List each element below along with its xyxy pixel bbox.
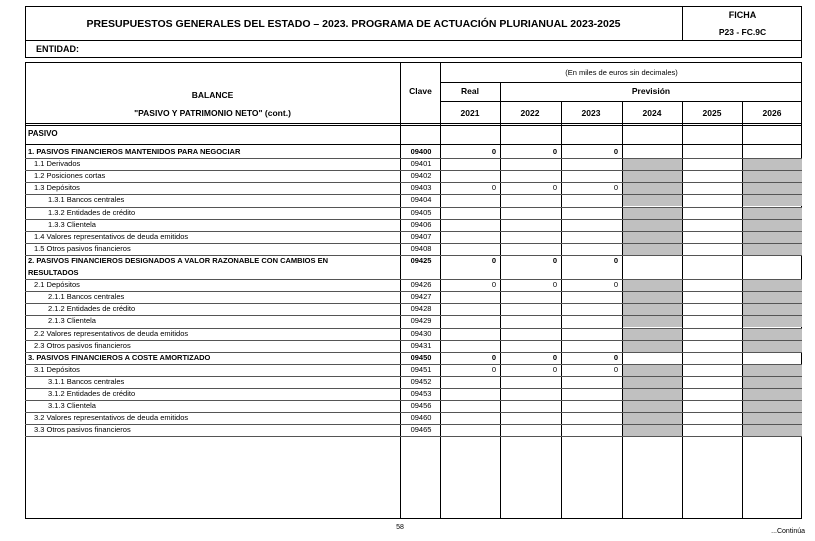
row-label: 1.1 Derivados	[34, 159, 81, 169]
row-clave: 09403	[410, 183, 432, 193]
row-label: 2.1 Depósitos	[34, 280, 80, 290]
value-cell: 0	[491, 147, 496, 156]
row-clave: 09431	[410, 340, 432, 350]
grid-line	[25, 219, 802, 220]
grid-line	[25, 376, 802, 377]
value-cell: 0	[613, 280, 618, 290]
row-clave: 09451	[410, 364, 432, 374]
row-label: 3. PASIVOS FINANCIEROS A COSTE AMORTIZADO	[28, 352, 211, 362]
row-clave: 09400	[410, 147, 432, 156]
row-label: 2.3 Otros pasivos financieros	[34, 340, 131, 350]
year-header: 2026	[762, 108, 782, 118]
grid-line	[682, 101, 683, 519]
grid-line	[25, 194, 802, 195]
value-cell: 0	[491, 280, 496, 290]
row-clave: 09405	[410, 207, 432, 217]
row-label: 1.3.1 Bancos centrales	[48, 195, 125, 205]
row-clave: 09465	[410, 425, 432, 435]
grid-line	[561, 101, 562, 519]
row-clave: 09402	[410, 171, 432, 181]
row-label-continued: RESULTADOS	[28, 267, 79, 277]
row-clave: 09428	[410, 304, 432, 314]
row-label: 2.1.3 Clientela	[48, 316, 96, 326]
grid-line	[25, 144, 802, 145]
grid-line	[25, 182, 802, 183]
value-cell: 0	[552, 352, 557, 362]
grid-line	[25, 158, 802, 159]
value-cell: 0	[491, 183, 496, 193]
row-label: 1.3.2 Entidades de crédito	[48, 207, 136, 217]
value-cell: 0	[613, 183, 618, 193]
row-label: 1.3.3 Clientela	[48, 219, 96, 229]
grid-line	[25, 412, 802, 413]
row-label: 3.3 Otros pasivos financieros	[34, 425, 131, 435]
value-cell: 0	[491, 352, 496, 362]
row-clave: 09404	[410, 195, 432, 205]
grid-line	[25, 243, 802, 244]
balance-label: BALANCE	[191, 90, 234, 100]
row-clave: 09407	[410, 231, 432, 241]
grid-line	[25, 424, 802, 425]
clave-header: Clave	[409, 86, 432, 96]
continues-note: ...Continúa	[771, 528, 805, 535]
value-cell: 0	[613, 255, 618, 265]
row-label: 1.2 Posiciones cortas	[34, 171, 106, 181]
row-label: 1.3 Depósitos	[34, 183, 80, 193]
grid-line	[25, 291, 802, 292]
table-subtitle: "PASIVO Y PATRIMONIO NETO" (cont.)	[134, 108, 291, 118]
grid-line	[25, 279, 802, 280]
row-clave: 09425	[410, 255, 432, 265]
grid-line	[25, 125, 802, 126]
value-cell: 0	[613, 352, 618, 362]
row-clave: 09429	[410, 316, 432, 326]
grid-line	[25, 436, 802, 437]
row-label: 3.1.2 Entidades de crédito	[48, 389, 136, 398]
value-cell: 0	[552, 183, 557, 193]
value-cell: 0	[552, 147, 557, 156]
grid-line	[500, 82, 501, 519]
grid-line	[25, 255, 802, 256]
units-note: (En miles de euros sin decimales)	[565, 68, 678, 77]
value-cell: 0	[613, 364, 618, 374]
row-clave: 09456	[410, 401, 432, 411]
value-cell: 0	[491, 255, 496, 265]
row-label: 2. PASIVOS FINANCIEROS DESIGNADOS A VALOR RAZONABLE CON CAMBIOS EN	[28, 255, 329, 265]
row-clave: 09408	[410, 243, 432, 253]
grid-line	[440, 82, 802, 83]
row-clave: 09426	[410, 280, 432, 290]
page-title: PRESUPUESTOS GENERALES DEL ESTADO – 2023. PROGRAMA DE ACTUACIÓN PLURIANUAL 2023-2025	[86, 17, 621, 30]
grid-line	[25, 364, 802, 365]
row-label: 2.1.1 Bancos centrales	[48, 292, 125, 302]
table-row	[25, 256, 802, 280]
value-cell: 0	[552, 255, 557, 265]
section-label: PASIVO	[28, 129, 58, 138]
row-label: 3.1.3 Clientela	[48, 401, 96, 411]
row-label: 2.1.2 Entidades de crédito	[48, 304, 136, 314]
row-label: 1.5 Otros pasivos financieros	[34, 243, 131, 253]
row-clave: 09430	[410, 328, 432, 338]
year-header: 2023	[581, 108, 601, 118]
value-cell: 0	[552, 364, 557, 374]
grid-line	[622, 101, 623, 519]
entidad-label: ENTIDAD:	[36, 44, 79, 54]
grid-line	[742, 101, 743, 519]
row-label: 2.2 Valores representativos de deuda emitidos	[34, 328, 189, 338]
grid-line	[25, 340, 802, 341]
year-header: 2022	[520, 108, 540, 118]
row-clave: 09427	[410, 292, 432, 302]
row-label: 3.2 Valores representativos de deuda emitidos	[34, 413, 189, 423]
row-clave: 09460	[410, 413, 432, 423]
year-header: 2025	[702, 108, 722, 118]
row-clave: 09401	[410, 159, 432, 169]
entidad-box	[25, 41, 802, 58]
row-clave: 09406	[410, 219, 432, 229]
row-label: 3.1.1 Bancos centrales	[48, 376, 125, 386]
row-clave: 09452	[410, 376, 432, 386]
grid-line	[25, 328, 802, 329]
year-header: 2021	[460, 108, 480, 118]
row-label: 1.4 Valores representativos de deuda emitidos	[34, 231, 189, 241]
prevision-header: Previsión	[631, 86, 671, 96]
grid-line	[25, 400, 802, 401]
real-header: Real	[461, 86, 479, 96]
year-header: 2024	[642, 108, 662, 118]
ficha-code: P23 - FC.9C	[718, 27, 767, 37]
grid-line	[25, 123, 802, 124]
row-label: 3.1 Depósitos	[34, 364, 80, 374]
row-clave: 09450	[410, 352, 432, 362]
value-cell: 0	[491, 364, 496, 374]
grid-line	[25, 170, 802, 171]
grid-line	[25, 303, 802, 304]
grid-line	[25, 231, 802, 232]
grid-line	[25, 388, 802, 389]
ficha-label: FICHA	[728, 10, 757, 20]
grid-line	[440, 101, 802, 102]
grid-line	[25, 315, 802, 316]
page-number: 58	[396, 524, 404, 531]
grid-line	[25, 207, 802, 208]
grid-line	[25, 352, 802, 353]
row-clave: 09453	[410, 389, 432, 398]
value-cell: 0	[552, 280, 557, 290]
value-cell: 0	[613, 147, 618, 156]
row-label: 1. PASIVOS FINANCIEROS MANTENIDOS PARA NEGOCIAR	[28, 147, 241, 156]
